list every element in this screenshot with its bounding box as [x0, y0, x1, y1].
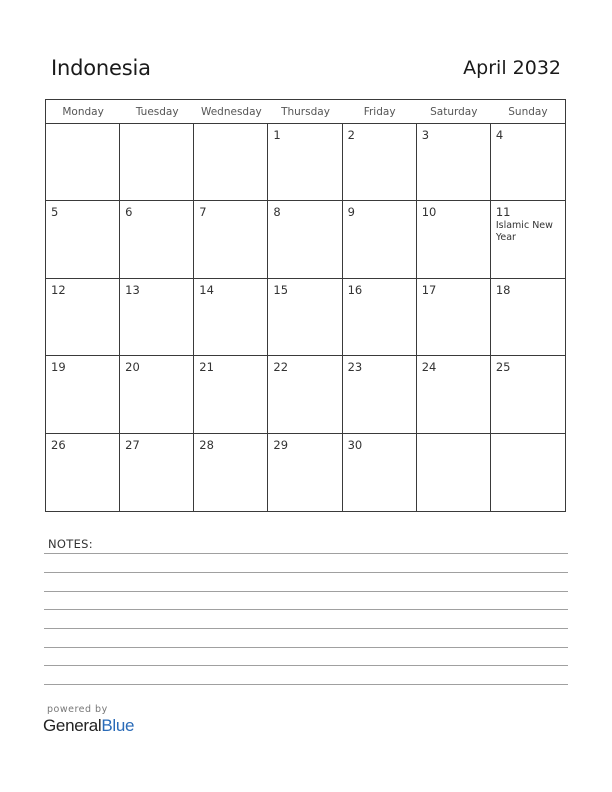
day-number: 2 — [347, 128, 355, 142]
notes-line — [44, 628, 568, 629]
brand-name-general: General — [43, 716, 102, 735]
day-cell — [268, 434, 342, 511]
holiday-label: Islamic New Year — [495, 220, 553, 244]
brand-logo — [43, 716, 134, 736]
day-number: 7 — [199, 205, 207, 220]
day-cell — [46, 356, 120, 433]
day-number: 19 — [51, 360, 66, 375]
day-cell — [268, 201, 342, 278]
notes-line — [44, 553, 568, 554]
day-number: 1 — [273, 128, 281, 142]
brand-name-blue: Blue — [101, 716, 135, 735]
powered-by-text: powered by — [47, 704, 108, 715]
weekday-header: Saturday — [417, 100, 491, 124]
day-cell — [268, 124, 342, 201]
notes-label: NOTES: — [48, 537, 93, 551]
day-number: 23 — [347, 360, 363, 375]
calendar-grid — [45, 99, 566, 512]
weekday-header: Sunday — [491, 100, 565, 124]
weekday-header: Wednesday — [194, 100, 268, 124]
day-cell — [268, 279, 342, 356]
day-number: 14 — [199, 282, 214, 297]
day-cell — [46, 434, 120, 511]
country-title: Indonesia — [51, 56, 151, 80]
day-number: 4 — [495, 128, 504, 142]
day-cell — [417, 279, 491, 356]
day-number: 28 — [199, 437, 214, 452]
day-cell — [194, 124, 268, 201]
day-number: 6 — [125, 205, 133, 220]
weekday-header: Monday — [46, 100, 120, 124]
day-cell — [491, 356, 565, 433]
day-cell — [46, 124, 120, 201]
day-number: 20 — [125, 360, 140, 375]
day-number: 18 — [495, 282, 511, 297]
day-cell — [491, 279, 565, 356]
day-number: 17 — [421, 282, 437, 297]
notes-line — [44, 665, 568, 666]
day-cell — [417, 124, 491, 201]
day-cell — [491, 434, 565, 511]
day-cell — [343, 356, 417, 433]
notes-line — [44, 609, 568, 610]
day-cell — [343, 434, 417, 511]
day-cell — [491, 201, 565, 278]
notes-line — [44, 572, 568, 573]
day-cell — [120, 124, 194, 201]
day-cell — [46, 201, 120, 278]
day-number: 24 — [421, 360, 437, 375]
day-number: 3 — [421, 128, 430, 142]
day-number: 30 — [347, 437, 363, 452]
notes-line — [44, 647, 568, 648]
day-cell — [194, 356, 268, 433]
day-cell — [120, 201, 194, 278]
day-number: 27 — [125, 437, 140, 452]
day-cell — [343, 201, 417, 278]
day-number: 29 — [273, 437, 289, 452]
weekday-header: Thursday — [268, 100, 342, 124]
month-title: April 2032 — [463, 57, 561, 79]
day-cell — [417, 201, 491, 278]
day-cell — [194, 279, 268, 356]
day-number: 26 — [51, 437, 66, 452]
day-number: 9 — [347, 205, 355, 220]
day-cell — [417, 434, 491, 511]
day-number: 12 — [51, 282, 66, 297]
day-number: 5 — [51, 205, 59, 220]
day-number: 25 — [495, 360, 511, 375]
day-cell — [46, 279, 120, 356]
notes-line — [44, 684, 568, 685]
day-cell — [120, 356, 194, 433]
day-number: 21 — [199, 360, 214, 375]
day-number: 10 — [421, 205, 437, 220]
day-cell — [120, 279, 194, 356]
weekday-header: Friday — [343, 100, 417, 124]
day-cell — [343, 124, 417, 201]
day-number: 15 — [273, 282, 289, 297]
day-number: 13 — [125, 282, 140, 297]
day-cell — [194, 434, 268, 511]
day-number: 11 — [495, 205, 511, 220]
day-number: 8 — [273, 205, 281, 220]
notes-line — [44, 591, 568, 592]
day-cell — [491, 124, 565, 201]
day-cell — [343, 279, 417, 356]
day-number: 16 — [347, 282, 363, 297]
day-cell — [417, 356, 491, 433]
day-cell — [268, 356, 342, 433]
day-cell — [194, 201, 268, 278]
weekday-header: Tuesday — [120, 100, 194, 124]
day-cell — [120, 434, 194, 511]
day-number: 22 — [273, 360, 289, 375]
